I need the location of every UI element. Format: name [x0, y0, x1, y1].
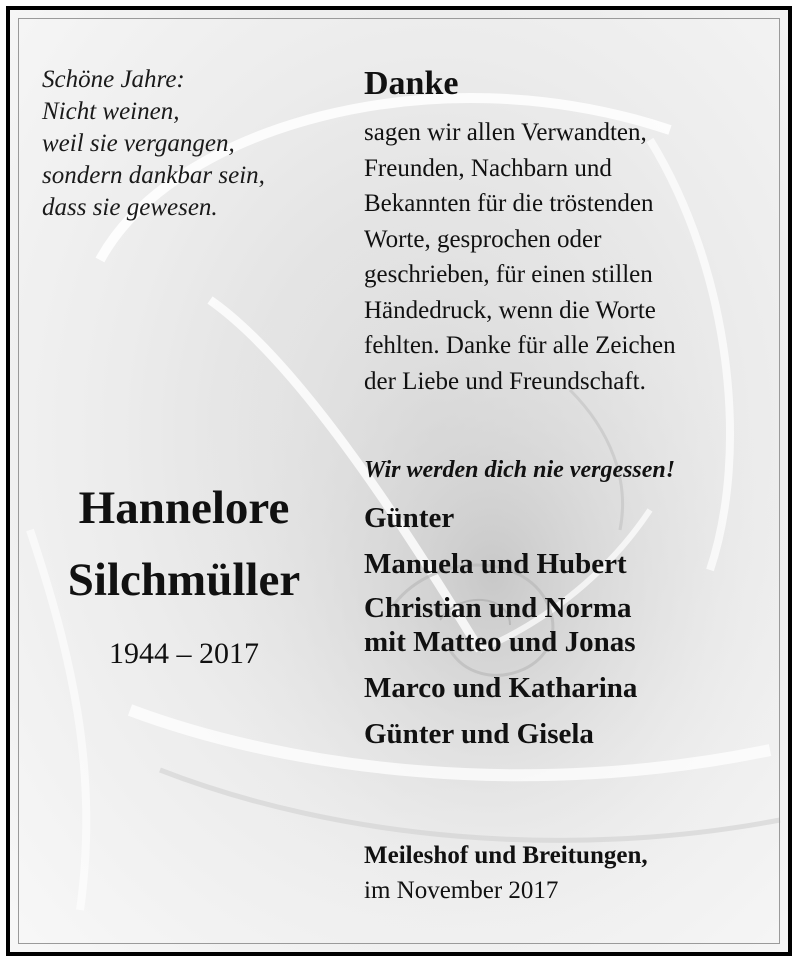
place-line: Meileshof und Breitungen, — [364, 842, 648, 869]
thanks-line: Freunden, Nachbarn und — [364, 154, 612, 182]
thanks-line: Bekannten für die tröstenden — [364, 190, 654, 217]
memorial-poem — [42, 64, 265, 224]
thanks-line: geschrieben, für einen stillen — [364, 261, 653, 288]
thanks-line: Worte, gesprochen oder — [364, 225, 602, 253]
thanks-heading: Danke — [364, 65, 459, 102]
thanks-line: Händedruck, wenn die Worte — [364, 296, 656, 324]
date-line: im November 2017 — [364, 877, 559, 904]
life-years: 1944 – 2017 — [109, 637, 259, 670]
family-member: Günter — [364, 502, 455, 534]
family-member: Marco und Katharina — [364, 672, 638, 704]
family-member: mit Matteo und Jonas — [364, 626, 636, 658]
thanks-text — [364, 115, 676, 399]
family-member: Günter und Gisela — [364, 718, 594, 750]
poem-line: weil sie vergangen, — [42, 130, 235, 157]
family-member: Manuela und Hubert — [364, 548, 627, 580]
family-member: Christian und Norma — [364, 592, 632, 624]
poem-line: Nicht weinen, — [42, 98, 180, 125]
memorial-motto: Wir werden dich nie vergessen! — [364, 457, 676, 483]
poem-line: Schöne Jahre: — [42, 66, 185, 93]
poem-line: dass sie gewesen. — [42, 194, 218, 221]
thanks-line: fehlten. Danke für alle Zeichen — [364, 332, 676, 359]
thanks-line: der Liebe und Freundschaft. — [364, 367, 646, 395]
obituary-card — [6, 6, 792, 956]
poem-line: sondern dankbar sein, — [42, 162, 265, 189]
thanks-line: sagen wir allen Verwandten, — [364, 119, 647, 146]
deceased-first-name: Hannelore — [78, 482, 290, 534]
deceased-last-name: Silchmüller — [67, 554, 301, 606]
